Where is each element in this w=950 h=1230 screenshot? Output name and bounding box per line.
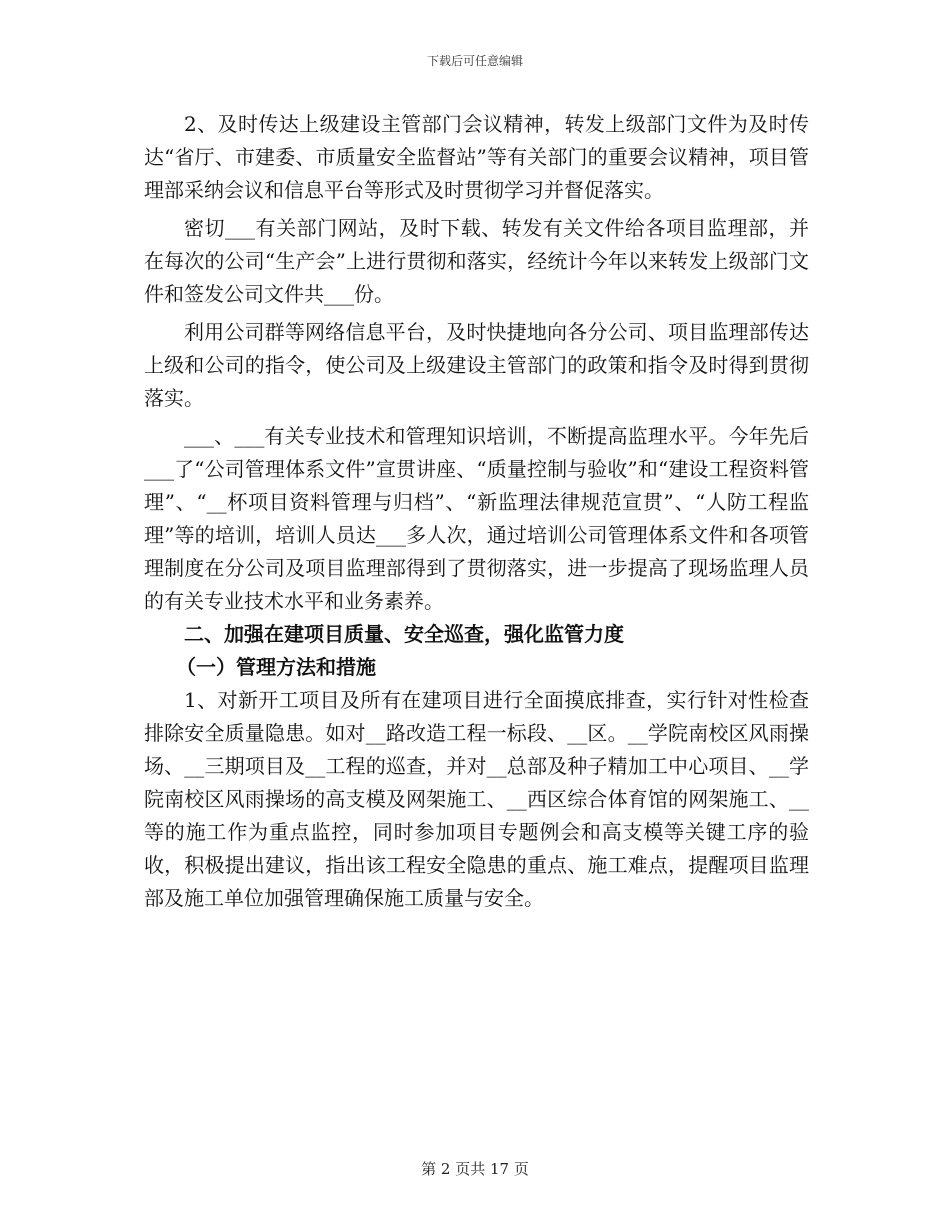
paragraph-department-websites: 密切___有关部门网站，及时下载、转发有关文件给各项目监理部，并在每次的公司“生产会”上进行贯彻和落实，经统计今年以来转发上级部门文件和签发公司文件共___份。 [144,216,809,306]
paragraph-meeting-spirit: 2、及时传达上级建设主管部门会议精神，转发上级部门文件为及时传达“省厅、市建委、市质量安全监督站”等有关部门的重要会议精神，项目管理部采纳会议和信息平台等形式及时贯彻学习并督促落实。 [144,112,809,202]
page-number: 第 2 页共 17 页 [421,1160,529,1178]
paragraph-inspection: 1、对新开工项目及所有在建项目进行全面摸底排查，实行针对性检查排除安全质量隐患。如对__路改造工程一标段、__区。__学院南校区风雨操场、__三期项目及__工程的巡查，并对__总部及种子精加工中心项目、__学院南校区风雨操场的高支模及网架施工、__西区综合体育馆的网架施工、__等的施工作为重点监控，同时参加项目专题例会和高支模等关键工序的验收，积极提出建议，指出该工程安全隐患的重点、施工难点，提醒项目监理部及施工单位加强管理确保施工质量与安全。 [144,688,809,910]
section-heading: 二、加强在建项目质量、安全巡查，强化监管力度 [184,622,624,646]
paragraph-training: ___、___有关专业技术和管理知识培训，不断提高监理水平。今年先后___了“公司管理体系文件”宣贯讲座、“质量控制与验收”和“建设工程资料管理”、“__杯项目资料管理与归档”、“新监理法律规范宣贯”、“人防工程监理”等的培训，培训人员达___多人次，通过培训公司管理体系文件和各项管理制度在分公司及项目监理部得到了贯彻落实，进一步提高了现场监理人员的有关专业技术水平和业务素养。 [144,424,809,613]
document-body [144,108,809,915]
page-header: 下载后可任意编辑 [426,54,523,68]
paragraph-network-platform: 利用公司群等网络信息平台，及时快捷地向各分公司、项目监理部传达上级和公司的指令，使公司及上级建设主管部门的政策和指令及时得到贯彻落实。 [144,320,809,410]
subsection-heading: （一）管理方法和措施 [176,655,376,679]
